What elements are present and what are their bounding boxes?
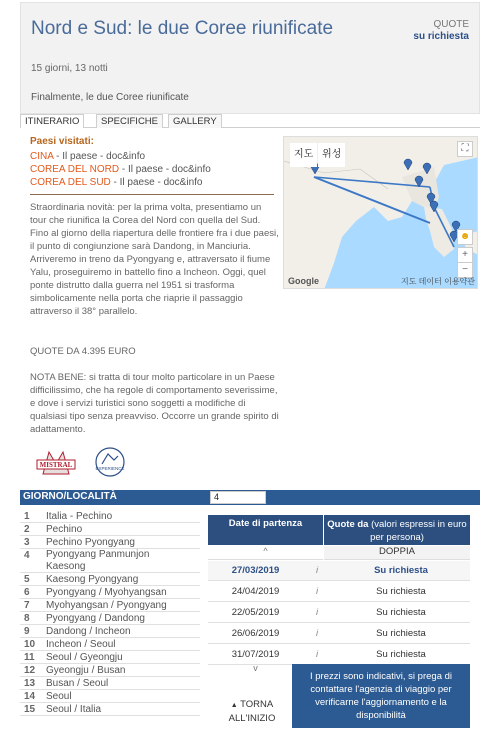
day-number: 13 — [24, 678, 36, 689]
tab-itinerario[interactable]: ITINERARIO — [20, 114, 84, 128]
country-info-link[interactable]: - Il paese - doc&info — [110, 177, 203, 188]
info-icon[interactable]: i — [315, 607, 319, 618]
departure-date: 22/05/2019 — [231, 607, 280, 618]
day-number: 4 — [24, 550, 30, 561]
tour-card — [20, 2, 480, 452]
day-item[interactable] — [20, 599, 200, 612]
day-place: Seoul / Italia — [46, 704, 102, 715]
day-place: Pechino Pyongyang — [46, 537, 135, 548]
day-number: 3 — [24, 537, 30, 548]
table-row[interactable] — [208, 603, 470, 623]
day-place: Pyongyang / Myohyangsan — [46, 587, 167, 598]
departure-price: Su richiesta — [374, 565, 428, 576]
tour-subtitle: Finalmente, le due Coree riunificate — [31, 92, 189, 103]
day-place: Italia - Pechino — [46, 511, 113, 522]
day-number: 10 — [24, 639, 36, 650]
quote-label: QUOTE — [433, 19, 469, 30]
col-header-quote — [324, 515, 470, 545]
info-icon[interactable]: i — [315, 565, 319, 576]
day-item[interactable] — [20, 703, 200, 716]
day-place: Gyeongju / Busan — [46, 665, 126, 676]
departure-date: 26/06/2019 — [231, 628, 280, 639]
arrow-up-icon: ▲ — [230, 702, 238, 709]
table-row[interactable] — [208, 624, 470, 644]
departure-price: Su richiesta — [376, 586, 426, 597]
tab-gallery[interactable]: GALLERY — [168, 114, 222, 128]
day-place: Incheon / Seoul — [46, 639, 116, 650]
col-header-date: Date di partenza — [208, 515, 323, 545]
day-number: 5 — [24, 574, 30, 585]
back-to-top-line2: ALL'INIZIO — [228, 713, 276, 724]
day-place: Pechino — [46, 524, 83, 535]
visited-row — [30, 151, 145, 162]
departure-date: 27/03/2019 — [231, 565, 280, 576]
day-number: 9 — [24, 626, 30, 637]
experience-logo — [94, 446, 126, 478]
zoom-out-button[interactable]: − — [457, 262, 473, 278]
itinerary-header-bar — [20, 490, 480, 505]
info-icon[interactable]: i — [315, 649, 319, 660]
day-place: Seoul / Gyeongju — [46, 652, 123, 663]
day-item[interactable] — [20, 549, 200, 573]
page-title: Nord e Sud: le due Coree riunificate — [31, 18, 334, 39]
day-number: 15 — [24, 704, 36, 715]
departure-price: Su richiesta — [376, 649, 426, 660]
day-number: 11 — [24, 652, 35, 663]
nota-bene: NOTA BENE: si tratta di tour molto particolare in un Paese difficilissimo, che ha regole di comportamento severissime, e dove i servizi turistici sono soggetti a modifiche di qualsiasi tipo senza preavviso. Occorre un grande spirito di adattamento. — [30, 372, 279, 435]
visited-heading: Paesi visitati: — [30, 136, 94, 147]
map-type-map-button[interactable]: 지도 — [290, 143, 317, 167]
map-copyright[interactable]: 지도 데이터 이용약관 — [401, 277, 475, 286]
country-link-cina[interactable]: CINA — [30, 151, 54, 162]
description-paragraph: Straordinaria novità: per la prima volta, presentiamo un tour che riunifica la Corea del Nord con quella del Sud. Fino al giorno della riapertura delle frontiere fra i due paesi, il punto di congiunzione sarà Dandong, in Manciuria. Arriveremo in treno da Pyongyang e, attraversato il fiume Yalu, proseguiremo in battello fino a Incheon. Oggi, quel ponte distrutto dalla guerra nel 1951 si trasforma simbolicamente nella porta che riaprie il passaggio attraverso il 38° parallelo. — [30, 202, 279, 317]
price-from: QUOTE DA 4.395 EURO — [30, 346, 136, 357]
table-row[interactable] — [208, 582, 470, 602]
room-type-label: DOPPIA — [324, 546, 470, 560]
day-item[interactable] — [20, 536, 200, 549]
day-item[interactable] — [20, 625, 200, 638]
quote-value-link[interactable]: su richiesta — [413, 31, 469, 42]
country-link-corea-sud[interactable]: COREA DEL SUD — [30, 177, 111, 188]
experience-logo-text: EXPERIENCE — [95, 466, 125, 471]
day-number: 14 — [24, 691, 36, 702]
back-to-top-line1: TORNA — [240, 699, 274, 710]
day-item[interactable] — [20, 573, 200, 586]
back-to-top-link[interactable] — [222, 698, 282, 725]
street-view-icon[interactable]: ☻ — [457, 229, 473, 245]
day-item[interactable] — [20, 664, 200, 677]
tour-duration: 15 giorni, 13 notti — [31, 63, 108, 74]
scroll-up-icon[interactable]: ^ — [208, 546, 323, 560]
tab-bar — [20, 114, 480, 128]
day-place: Busan / Seoul — [46, 678, 109, 689]
day-item[interactable] — [20, 523, 200, 536]
day-number: 8 — [24, 613, 30, 624]
day-place: Pyongyang Panmunjon Kaesong — [46, 549, 150, 572]
departure-price: Su richiesta — [376, 628, 426, 639]
day-number: 7 — [24, 600, 30, 611]
departure-price: Su richiesta — [376, 607, 426, 618]
country-link-corea-nord[interactable]: COREA DEL NORD — [30, 164, 120, 175]
price-notice: I prezzi sono indicativi, si prega di contattare l'agenzia di viaggio per verificarne l'aggiornamento e la disponibilità — [292, 664, 470, 728]
day-place: Kaesong Pyongyang — [46, 574, 139, 585]
day-place: Dandong / Incheon — [46, 626, 131, 637]
days-input[interactable]: 4 — [210, 491, 266, 504]
day-item[interactable] — [20, 612, 200, 625]
divider — [30, 194, 274, 195]
departure-date: 24/04/2019 — [231, 586, 280, 597]
departure-date: 31/07/2019 — [231, 649, 280, 660]
visited-row — [30, 164, 211, 175]
map-type-satellite-button[interactable]: 위성 — [318, 143, 345, 167]
country-info-link[interactable]: - Il paese - doc&info — [53, 151, 146, 162]
scroll-down-icon[interactable]: v — [253, 663, 258, 673]
mistral-logo-text: MISTRAL — [39, 461, 73, 469]
day-item[interactable] — [20, 586, 200, 599]
info-icon[interactable]: i — [315, 628, 319, 639]
day-number: 1 — [24, 511, 30, 522]
col-header-quote-rest: (valori espressi in euro per persona) — [368, 519, 467, 543]
table-row[interactable] — [208, 561, 470, 581]
info-icon[interactable]: i — [315, 586, 319, 597]
country-info-link[interactable]: - Il paese - doc&info — [119, 164, 211, 175]
zoom-in-button[interactable]: + — [457, 247, 473, 263]
day-item[interactable] — [20, 690, 200, 703]
day-number: 2 — [24, 524, 30, 535]
route-map[interactable] — [283, 136, 478, 289]
day-place: Pyongyang / Dandong — [46, 613, 145, 624]
visited-row — [30, 177, 202, 188]
day-place: Seoul — [46, 691, 72, 702]
day-item[interactable] — [20, 677, 200, 690]
day-item[interactable] — [20, 638, 200, 651]
mistral-logo — [35, 446, 77, 480]
col-header-quote-bold: Quote da — [327, 519, 369, 530]
tab-specifiche[interactable]: SPECIFICHE — [96, 114, 163, 128]
day-item[interactable] — [20, 510, 200, 523]
itinerary-heading: GIORNO/LOCALITÀ — [23, 491, 117, 502]
tour-header — [20, 2, 480, 114]
day-place: Myohyangsan / Pyongyang — [46, 600, 167, 611]
google-logo: Google — [288, 276, 319, 286]
quote-box — [413, 19, 469, 43]
table-row[interactable] — [208, 645, 470, 665]
day-item[interactable] — [20, 651, 200, 664]
day-number: 12 — [24, 665, 36, 676]
day-number: 6 — [24, 587, 30, 598]
fullscreen-icon[interactable]: ⛶ — [457, 141, 473, 157]
